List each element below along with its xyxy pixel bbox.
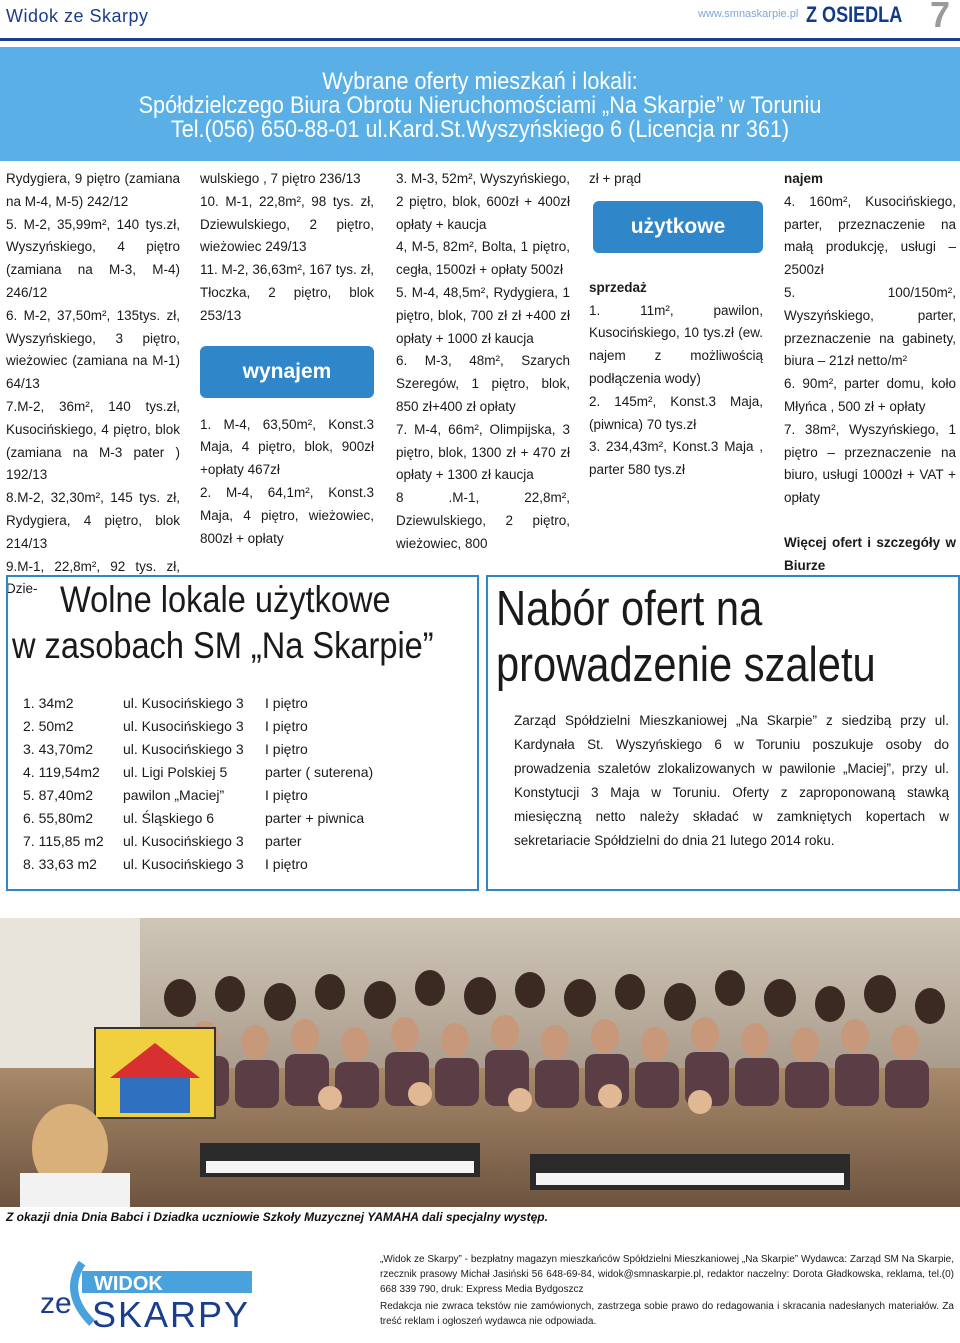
imprint bbox=[380, 1252, 954, 1329]
imprint-disclaimer: Redakcja nie zwraca tekstów nie zamówionych, zastrzega sobie prawo do redagowania i skracania nadesłanych materiałów. Za treść reklam i ogłoszeń wydawca nie odpowiada. bbox=[380, 1301, 954, 1327]
offer-item: 5. M-4, 48,5m², Rydygiera, 1 piętro, blok, 700 zł zł +400 zł opłaty + 1000 zł kaucja bbox=[396, 284, 570, 346]
offer-item: 7. M-4, 66m², Olimpijska, 3 piętro, blok, 1300 zł + 470 zł opłaty + 1300 zł kaucja bbox=[396, 421, 570, 483]
premises-street: ul. Śląskiego 6 bbox=[123, 810, 215, 826]
offers-column-2 bbox=[200, 168, 374, 550]
header-rule bbox=[0, 38, 960, 41]
concert-photo-illustration bbox=[0, 918, 960, 1207]
logo-ze: ze bbox=[40, 1287, 72, 1320]
wynajem-heading: wynajem bbox=[200, 346, 374, 398]
toilet-tender-box bbox=[486, 575, 960, 891]
premises-street: ul. Kusocińskiego 3 bbox=[123, 856, 244, 872]
offer-item: 6. 90m², parter domu, koło Młyńca , 500 zł + opłaty bbox=[784, 376, 956, 414]
premises-area: 2. 50m2 bbox=[23, 718, 74, 734]
premises-floor: parter bbox=[265, 833, 302, 849]
premises-floor: parter ( suterena) bbox=[265, 764, 374, 780]
free-premises-title-2: w zasobach SM „Na Skarpie” bbox=[12, 625, 434, 666]
offer-item: zł + prąd bbox=[589, 171, 642, 186]
masthead-title: Widok ze Skarpy bbox=[6, 6, 149, 26]
offers-column-1 bbox=[6, 168, 180, 601]
premises-floor: I piętro bbox=[265, 718, 308, 734]
offer-item: 4, M-5, 82m², Bolta, 1 piętro, cegła, 1500zł + opłaty 500zł bbox=[396, 239, 570, 278]
premises-floor: I piętro bbox=[265, 695, 308, 711]
offer-item: 5. 100/150m², Wyszyńskiego, parter, przeznaczenie na gabinety, biura – 21zł netto/m² bbox=[784, 284, 956, 369]
offer-item: 6. M-3, 48m², Szarych Szeregów, 1 piętro, blok, 850 zł+400 zł opłaty bbox=[396, 353, 570, 414]
premises-floor: I piętro bbox=[265, 856, 308, 872]
page-number: 7 bbox=[930, 0, 951, 35]
offer-item: 4. 160m², Kusocińskiego, parter, przeznaczenie na małą produkcję, usługi – 2500zł bbox=[784, 193, 956, 278]
offer-item: 10. M-1, 22,8m², 98 tys. zł, Dziewulskiego, 2 piętro, wieżowiec 249/13 bbox=[200, 193, 374, 255]
website-url[interactable]: www.smnaskarpie.pl bbox=[698, 8, 799, 20]
premises-area: 5. 87,40m2 bbox=[23, 787, 94, 803]
premises-area: 4. 119,54m2 bbox=[23, 764, 100, 780]
free-premises-box bbox=[6, 575, 479, 891]
banner-line-3: Tel.(056) 650-88-01 ul.Kard.St.Wyszyńskiego 6 (Licencja nr 361) bbox=[170, 116, 790, 143]
premises-floor: parter + piwnica bbox=[265, 810, 365, 826]
tender-title-1: Nabór ofert na bbox=[496, 582, 763, 636]
premises-street: ul. Kusocińskiego 3 bbox=[123, 695, 244, 711]
imprint-publisher: „Widok ze Skarpy” - bezpłatny magazyn mieszkańców Spółdzielni Mieszkaniowej „Na Skarpie” Wydawca: Zarząd SM Na Skarpie, rzecznik prasowy Michał Jasiński 56 648-69-84, widok@smnaskarpie.pl, redaktor naczelny: Dorota Gładkowska, reklama, tel.(0) 668 339 790, druk: Express Media Bydgoszcz bbox=[380, 1254, 954, 1295]
offer-item: 6. M-2, 37,50m², 135tys. zł, Wyszyńskiego, 3 piętro, wieżowiec (zamiana na M-1) 64/13 bbox=[6, 307, 180, 392]
offer-item: 2. M-4, 64,1m², Konst.3 Maja, 4 piętro, wieżowiec, 800zł + opłaty bbox=[200, 484, 374, 546]
premises-area: 1. 34m2 bbox=[23, 695, 74, 711]
widok-ze-skarpy-logo bbox=[22, 1253, 322, 1333]
premises-area: 7. 115,85 m2 bbox=[23, 833, 104, 849]
banner-line-2: Spółdzielczego Biura Obrotu Nieruchomościami „Na Skarpie” w Toruniu bbox=[138, 92, 822, 119]
premises-street: ul. Kusocińskiego 3 bbox=[123, 833, 244, 849]
tender-text: Zarząd Spółdzielni Mieszkaniowej „Na Skarpie” z siedzibą przy ul. Kardynała St. Wyszyńskiego 6 w Toruniu poszukuje osoby do prowadzenia szaletów zlokalizowanych w pawilonie „Maciej”, przy ul. Konstytucji 3 Maja w Toruniu. Oferty z zaproponowaną stawką miesięczną netto należy składać w zamkniętych kopertach w sekretariacie Spółdzielni do dnia 21 lutego 2014 roku. bbox=[514, 713, 949, 848]
premises-street: pawilon „Maciej” bbox=[123, 787, 225, 803]
premises-street: ul. Ligi Polskiej 5 bbox=[123, 764, 228, 780]
section-title: Z OSIEDLA bbox=[806, 2, 903, 27]
offers-column-3 bbox=[396, 168, 570, 556]
offers-column-5 bbox=[784, 168, 956, 578]
logo-skarpy: SKARPY bbox=[92, 1294, 251, 1333]
offer-item: 5. M-2, 35,99m², 140 tys.zł, Wyszyńskiego, 4 piętro (zamiana na M-3, M-4) 246/12 bbox=[6, 216, 180, 300]
offer-item: 7. 38m², Wyszyńskiego, 1 piętro – przeznaczenie na biuro, usługi 1000zł + VAT + opłaty bbox=[784, 421, 956, 506]
offer-item: 7.M-2, 36m², 140 tys.zł, Kusocińskiego, 4 piętro, blok (zamiana na M-3 pater ) 192/13 bbox=[6, 398, 180, 483]
offer-item: wulskiego , 7 piętro 236/13 bbox=[200, 171, 361, 186]
premises-street: ul. Kusocińskiego 3 bbox=[123, 718, 244, 734]
offers-column-4 bbox=[589, 168, 763, 482]
offer-item: 1. 11m², pawilon, Kusocińskiego, 10 tys.zł (ew. najem z możliwością podłączenia wody) bbox=[589, 302, 763, 386]
uzytkowe-heading: użytkowe bbox=[593, 201, 763, 253]
premises-floor: I piętro bbox=[265, 741, 308, 757]
offer-item: 2. 145m², Konst.3 Maja, (piwnica) 70 tys.zł bbox=[589, 393, 763, 432]
offer-item: 11. M-2, 36,63m², 167 tys. zł, Tłoczka, 2 piętro, blok 253/13 bbox=[200, 262, 374, 323]
offer-item: 1. M-4, 63,50m², Konst.3 Maja, 4 piętro, blok, 900zł +opłaty 467zł bbox=[200, 416, 374, 478]
offer-item: Rydygiera, 9 piętro (zamiana na M-4, M-5) 242/12 bbox=[6, 171, 180, 209]
premises-area: 3. 43,70m2 bbox=[23, 741, 94, 757]
logo-graphic bbox=[22, 1253, 322, 1333]
premises-street: ul. Kusocińskiego 3 bbox=[123, 741, 244, 757]
tender-title-2: prowadzenie szaletu bbox=[496, 638, 876, 692]
logo-widok: WIDOK bbox=[94, 1273, 163, 1295]
najem-heading: najem bbox=[784, 171, 824, 186]
offer-item: 9.M-1, 22,8m², 92 tys. zł, Dzie- bbox=[6, 558, 180, 597]
offer-item: 8.M-2, 32,30m², 145 tys. zł, Rydygiera, 4 piętro, blok 214/13 bbox=[6, 490, 180, 551]
offer-item: 3. M-3, 52m², Wyszyńskiego, 2 piętro, blok, 600zł + 400zł opłaty + kaucja bbox=[396, 171, 570, 232]
sprzedaz-heading: sprzedaż bbox=[589, 279, 647, 295]
offers-banner bbox=[0, 47, 960, 161]
banner-line-1: Wybrane oferty mieszkań i lokali: bbox=[322, 68, 638, 95]
tender-body bbox=[514, 709, 949, 853]
photo-caption: Z okazji dnia Dnia Babci i Dziadka uczniowie Szkoły Muzycznej YAMAHA dali specjalny występ. bbox=[6, 1210, 548, 1224]
free-premises-title-1: Wolne lokale użytkowe bbox=[60, 579, 391, 620]
more-offers-note: Więcej ofert i szczegóły w Biurze bbox=[784, 534, 956, 573]
premises-area: 8. 33,63 m2 bbox=[23, 856, 97, 872]
offer-item: 8 .M-1, 22,8m², Dziewulskiego, 2 piętro, wieżowiec, 800 bbox=[396, 490, 570, 551]
premises-floor: I piętro bbox=[265, 787, 308, 803]
offer-item: 3. 234,43m², Konst.3 Maja , parter 580 tys.zł bbox=[589, 439, 763, 478]
concert-photo bbox=[0, 918, 960, 1207]
premises-area: 6. 55,80m2 bbox=[23, 810, 94, 826]
